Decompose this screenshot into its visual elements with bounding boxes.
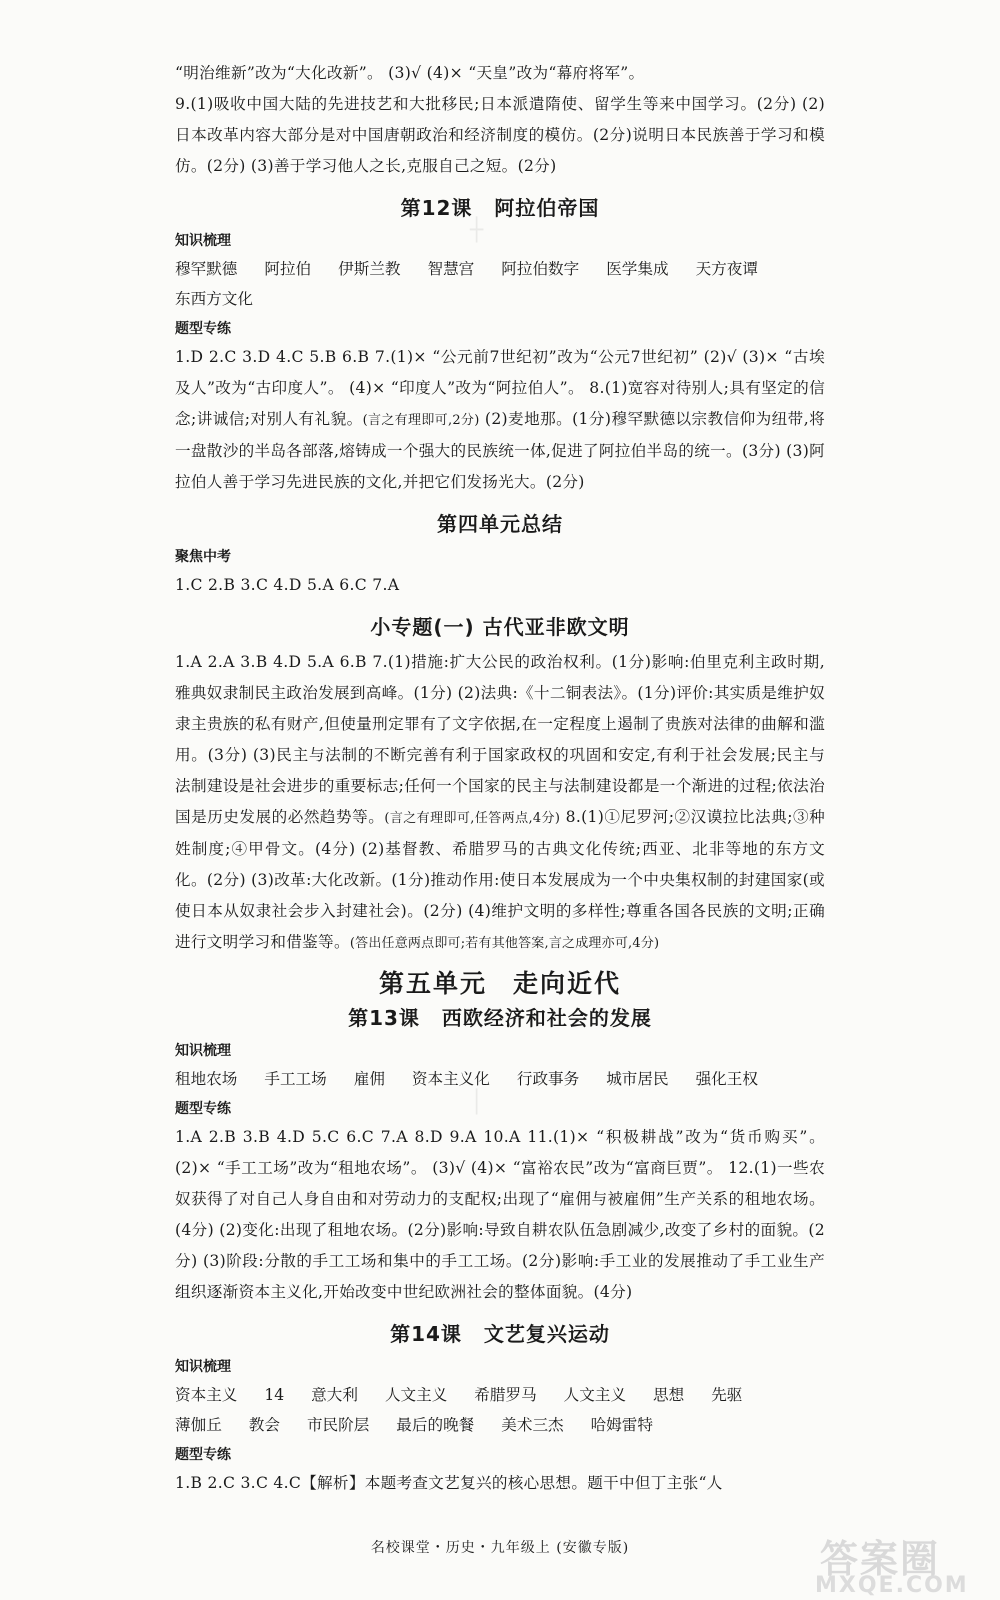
term: 最后的晚餐 (396, 1416, 475, 1434)
unit-title: 走向近代 (513, 969, 622, 998)
term: 雇佣 (353, 1070, 385, 1088)
section-label: 题型专练 (175, 321, 231, 337)
term: 14 (264, 1386, 285, 1404)
lesson-title: 文艺复兴运动 (483, 1322, 610, 1346)
answer-text: (2)麦地那。(1分)穆罕默德以宗教信仰为纽带,将一盘散沙的半岛各部落,熔铸成一个强大的民族统一体,促进了阿拉伯半岛的统一。(3分) (3)阿拉伯人善于学习先进民族的文化,并把它们发扬光大。(2分) (175, 410, 825, 491)
unit-heading (175, 965, 825, 1003)
term: 美术三杰 (501, 1416, 564, 1434)
term: 穆罕默德 (175, 260, 238, 278)
term: 伊斯兰教 (338, 260, 401, 278)
term-list (175, 1064, 825, 1094)
term: 资本主义化 (411, 1070, 490, 1088)
answer-paragraph: 1.A 2.B 3.B 4.D 5.C 6.C 7.A 8.D 9.A 10.A 11.(1)× “积极耕战”改为“货币购买”。 (2)× “手工工场”改为“租地农场”。 (3)√ (4)× “富裕农民”改为“富商巨贾”。 12.(1)一些农奴获得了对自己人身自由和对劳动力的支配权;出现了“雇佣与被雇佣”生产关系的租地农场。(4分) (2)变化:出现了租地农场。(2分)影响:导致自耕农队伍急剧减少,改变了乡村的面貌。(2分) (3)阶段:分散的手工工场和集中的手工工场。(2分)影响:手工业的发展推动了手工业生产组织逐渐资本主义化,开始改变中世纪欧洲社会的整体面貌。(4分) (175, 1128, 825, 1301)
watermark-logo: 答案圈 (820, 1537, 941, 1581)
answer-paragraph: 1.B 2.C 3.C 4.C【解析】本题考查文艺复兴的核心思想。题干中但丁主张“人 (175, 1474, 723, 1492)
term: 人文主义 (384, 1386, 448, 1404)
bleed-through-mark: │ (470, 1090, 484, 1115)
term: 东西方文化 (175, 290, 253, 308)
term: 智慧宫 (427, 260, 475, 278)
term: 教会 (248, 1416, 280, 1434)
section-heading: 小专题(一) 古代亚非欧文明 (370, 615, 630, 639)
term: 思想 (653, 1386, 685, 1404)
lesson-heading (175, 1003, 825, 1033)
lesson-title: 西欧经济和社会的发展 (441, 1006, 652, 1030)
term: 市民阶层 (306, 1416, 370, 1434)
term: 城市居民 (606, 1070, 669, 1088)
term: 人文主义 (563, 1386, 627, 1404)
term: 阿拉伯数字 (501, 260, 580, 278)
unit-number: 第五单元 (378, 969, 487, 998)
answer-text: 1.D 2.C 3.D 4.C 5.B 6.B 7.(1)× “公元前7世纪初”改为“公元7世纪初” (2)√ (3)× “古埃及人”改为“古印度人”。 (4)× “印度人”改为“阿拉伯人”。 8.(1)宽容对待别人;具有坚定的信念;讲诚信;对别人有礼貌。 (175, 348, 825, 428)
lesson-number: 第12课 (400, 196, 473, 220)
lesson-number: 第14课 (390, 1322, 462, 1346)
lesson-heading (175, 1319, 825, 1349)
answer-paragraph: 9.(1)吸收中国大陆的先进技艺和大批移民;日本派遣隋使、留学生等来中国学习。(2分) (2)日本改革内容大部分是对中国唐朝政治和经济制度的模仿。(2分)说明日本民族善于学习和模仿。(2分) (3)善于学习他人之长,克服自己之短。(2分) (175, 95, 825, 175)
scoring-note: (言之有理即可,2分) (362, 413, 480, 428)
section-label: 知识梳理 (175, 233, 231, 249)
lesson-title: 阿拉伯帝国 (494, 196, 600, 220)
term: 医学集成 (606, 260, 669, 278)
term: 行政事务 (516, 1070, 580, 1088)
bleed-through-mark: ┼ (470, 218, 484, 243)
section-label: 知识梳理 (175, 1359, 231, 1375)
section-heading: 第四单元总结 (437, 512, 563, 536)
answer-paragraph (175, 647, 825, 959)
watermark-url: MXQE.COM (815, 1573, 969, 1598)
term: 薄伽丘 (175, 1416, 222, 1434)
term: 租地农场 (175, 1070, 238, 1088)
section-label: 题型专练 (175, 1101, 231, 1117)
answer-paragraph (175, 342, 825, 498)
answer-paragraph: 1.C 2.B 3.C 4.D 5.A 6.C 7.A (175, 576, 400, 594)
term-list (175, 1380, 825, 1440)
section-label: 题型专练 (175, 1447, 231, 1463)
term: 意大利 (311, 1386, 358, 1404)
lesson-number: 第13课 (348, 1006, 420, 1030)
answer-text: 8.(1)①尼罗河;②汉谟拉比法典;③种姓制度;④甲骨文。(4分) (2)基督教、希腊罗马的古典文化传统;西亚、北非等地的东方文化。(2分) (3)改革:大化改新。(1分)推动作用:使日本发展成为一个中央集权制的封建国家(或使日本从奴隶社会步入封建社会)。(2分) (4)维护文明的多样性;尊重各国各民族的文明;正确进行文明学习和借鉴等。 (175, 808, 825, 951)
term: 阿拉伯 (264, 260, 312, 278)
lesson-heading (175, 193, 825, 223)
section-label: 聚焦中考 (175, 549, 231, 565)
term-list (175, 254, 825, 314)
term: 资本主义 (175, 1386, 238, 1404)
term: 先驱 (711, 1386, 743, 1404)
term: 哈姆雷特 (590, 1416, 653, 1434)
answer-paragraph: “明治维新”改为“大化改新”。 (3)√ (4)× “天皇”改为“幕府将军”。 (175, 64, 645, 82)
term: 强化王权 (695, 1070, 758, 1088)
page-footer: 名校课堂・历史・九年级上 (安徽专版) (370, 1540, 630, 1556)
term: 希腊罗马 (474, 1386, 537, 1404)
term: 手工工场 (264, 1070, 327, 1088)
answer-text: 1.A 2.A 3.B 4.D 5.A 6.B 7.(1)措施:扩大公民的政治权利。(1分)影响:伯里克利主政时期,雅典奴隶制民主政治发展到高峰。(1分) (2)法典:《十二铜表法》。(1分)评价:其实质是维护奴隶主贵族的私有财产,但使量刑定罪有了文字依据,在一定程度上遏制了贵族对法律的曲解和滥用。(3分) (3)民主与法制的不断完善有利于国家政权的巩固和安定,有利于社会发展;民主与法制建设是社会进步的重要标志;任何一个国家的民主与法制建设都是一个渐进的过程;依法治国是历史发展的必然趋势等。 (175, 653, 825, 826)
section-label: 知识梳理 (175, 1043, 231, 1059)
scoring-note: (答出任意两点即可;若有其他答案,言之成理亦可,4分) (349, 936, 660, 951)
scoring-note: (言之有理即可,任答两点,4分) (384, 811, 561, 826)
answer-content (175, 58, 825, 1499)
term: 天方夜谭 (695, 260, 758, 278)
